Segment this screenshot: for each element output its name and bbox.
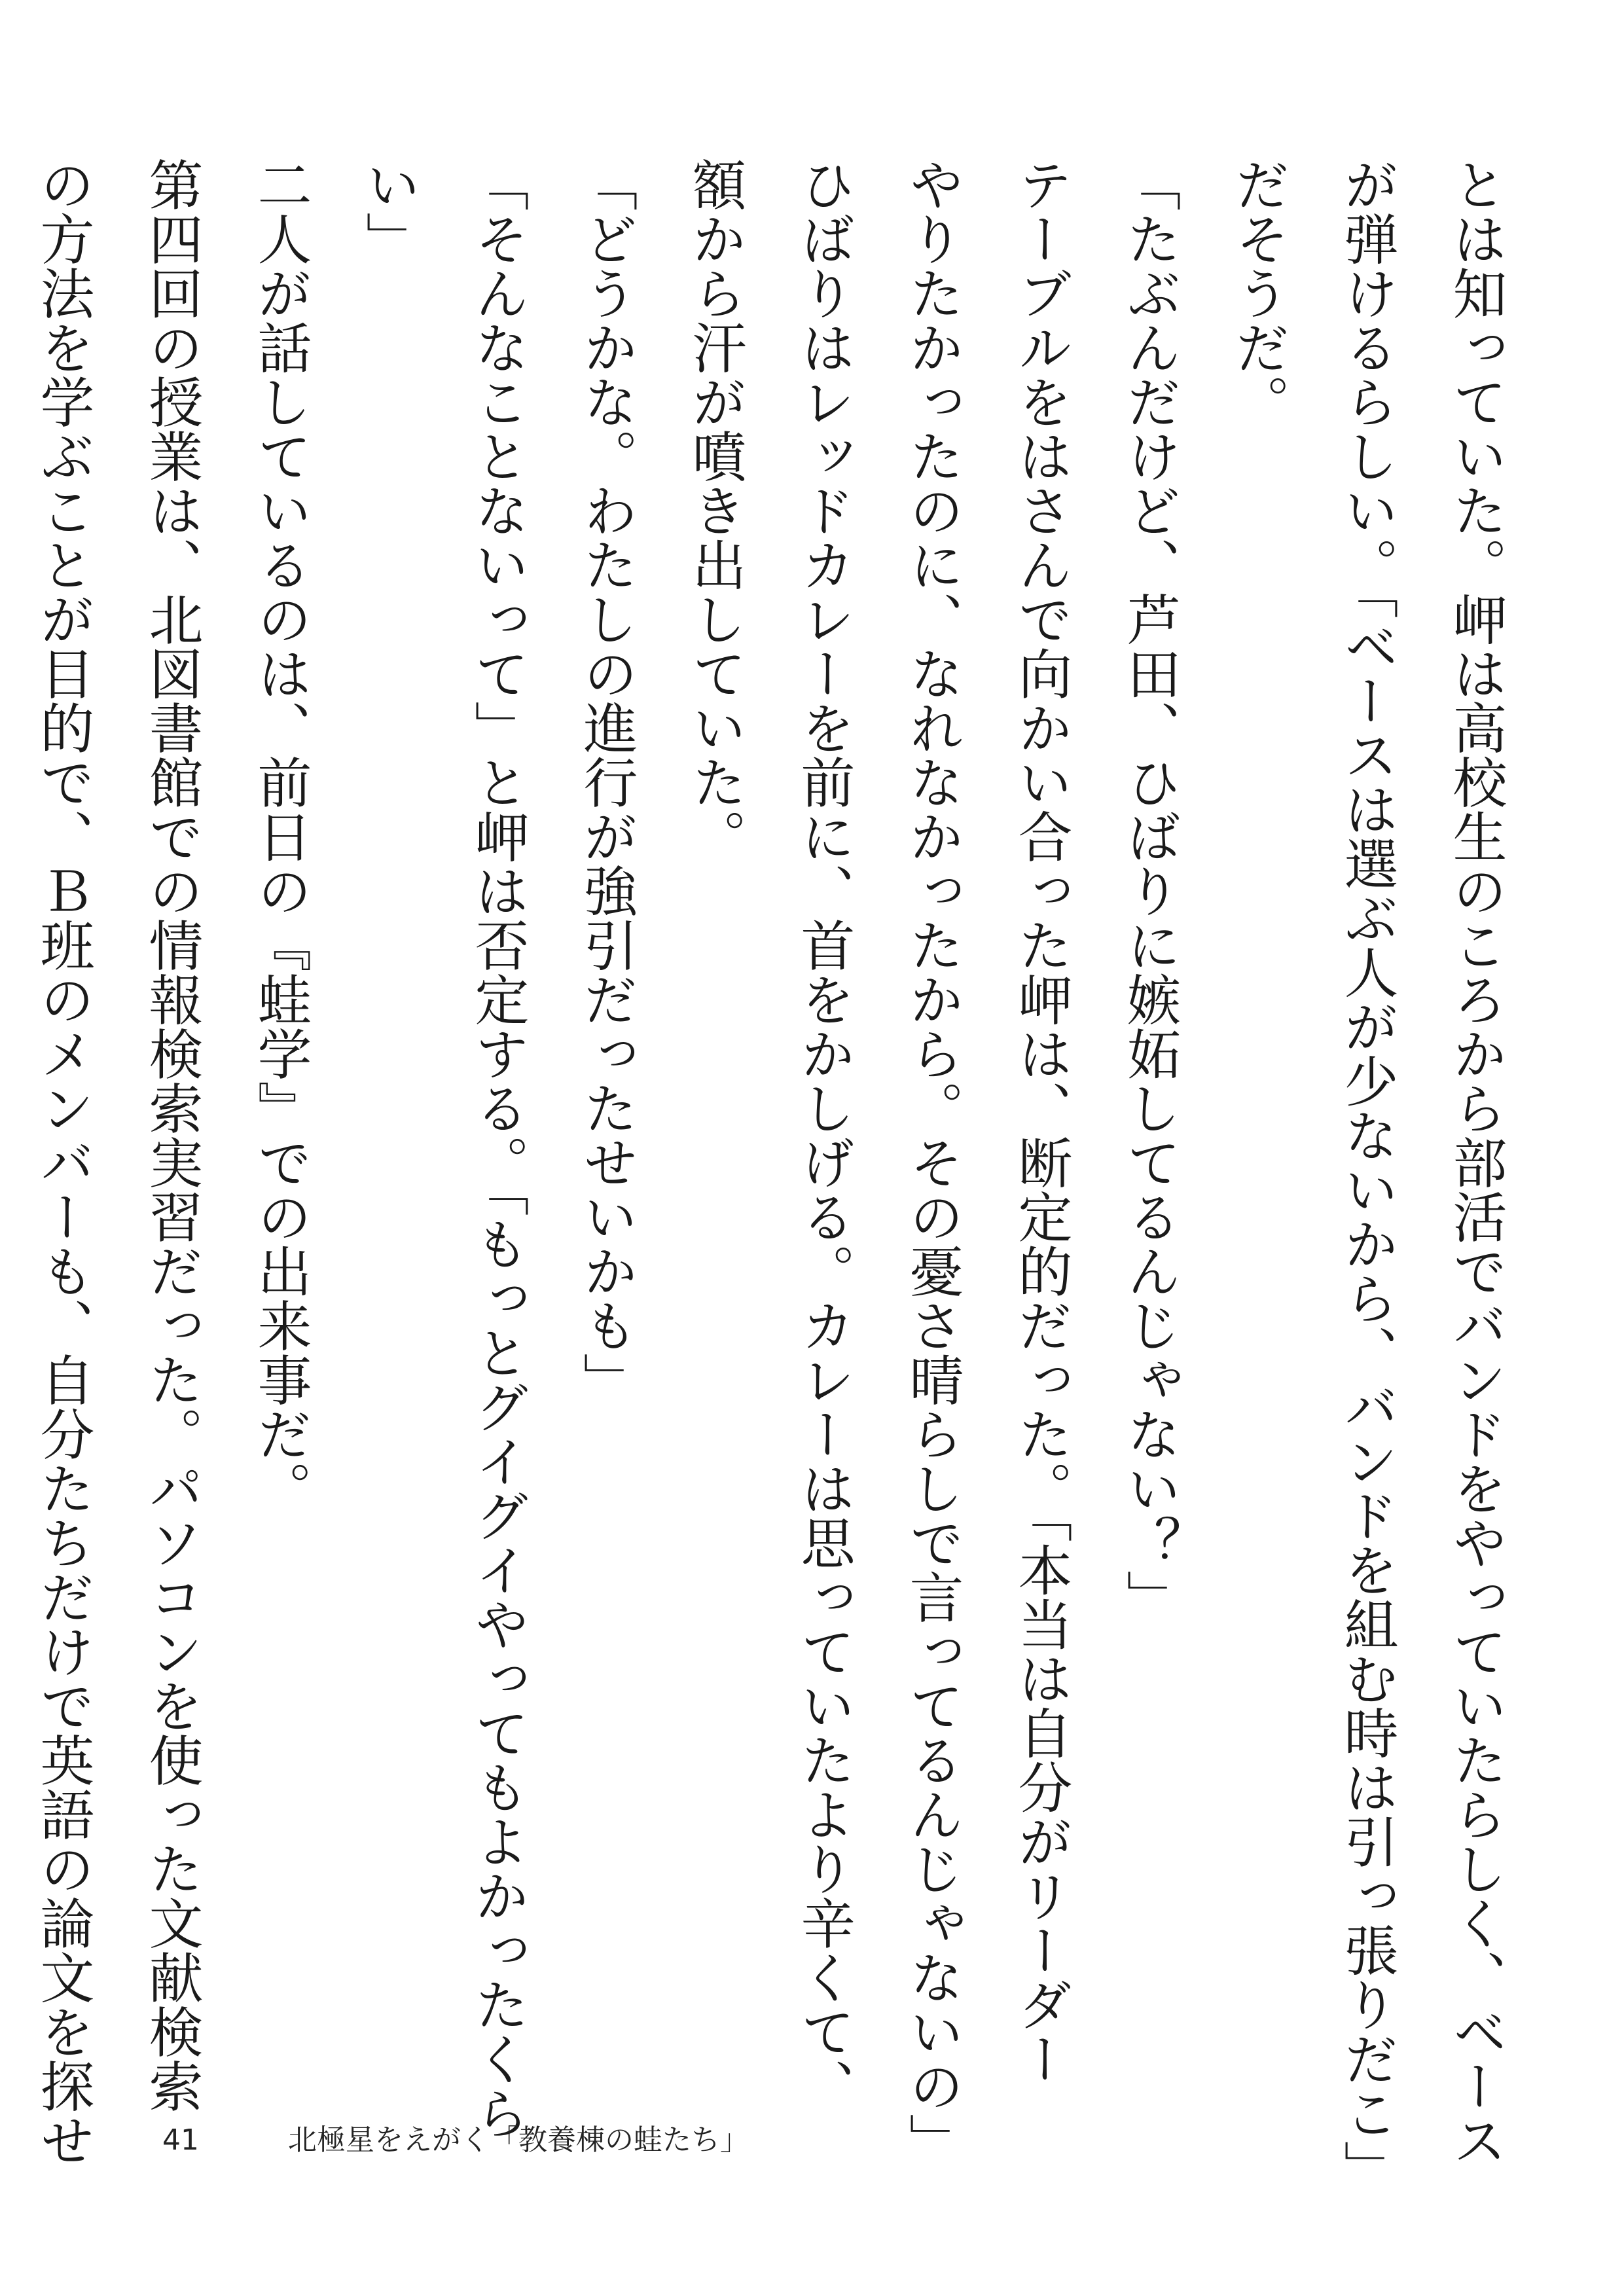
text-column: テーブルをはさんで向かい合った岬は、断定的だった。「本当は自分がリーダー [1009,157,1072,2086]
text-column: 「そんなことないって」と岬は否定する。「もっとグイグイやってもよかったくら [465,157,529,2140]
text-column: ひばりはレッドカレーを前に、首をかしげる。カレーは思っていたより辛くて、 [791,157,855,2113]
text-column: 「どうかな。わたしの進行が強引だったせいかも」 [574,157,638,1407]
text-column: やりたかったのに、なれなかったから。その憂さ晴らしで言ってるんじゃないの」 [900,157,964,2167]
text-column: 「たぶんだけど、芦田、ひばりに嫉妬してるんじゃない？」 [1117,157,1181,1624]
text-column: い」 [357,157,420,266]
running-title: 北極星をえがく「教養棟の蛙たち」 [288,2123,749,2157]
text-column: 第四回の授業は、北図書館での情報検索実習だった。パソコンを使った文献検索 [139,157,203,2113]
text-column [0,157,8,2121]
page-footer [0,2121,1624,2173]
text-column: の方法を学ぶことが目的で、Ｂ班のメンバーも、自分たちだけで英語の論文を探せ [31,157,94,2167]
text-column: 額から汗が噴き出していた。 [683,157,746,863]
text-column: 二人が話しているのは、前日の『蛙学』での出来事だ。 [248,157,312,1515]
text-column: が弾けるらしい。「ベースは選ぶ人が少ないから、バンドを組む時は引っ張りだこ」 [1335,157,1398,2195]
text-column: だそうだ。 [1226,157,1290,429]
text-column: とは知っていた。岬は高校生のころから部活でバンドをやっていたらしく、ベース [1443,157,1507,2167]
page-number: 41 [162,2123,199,2157]
